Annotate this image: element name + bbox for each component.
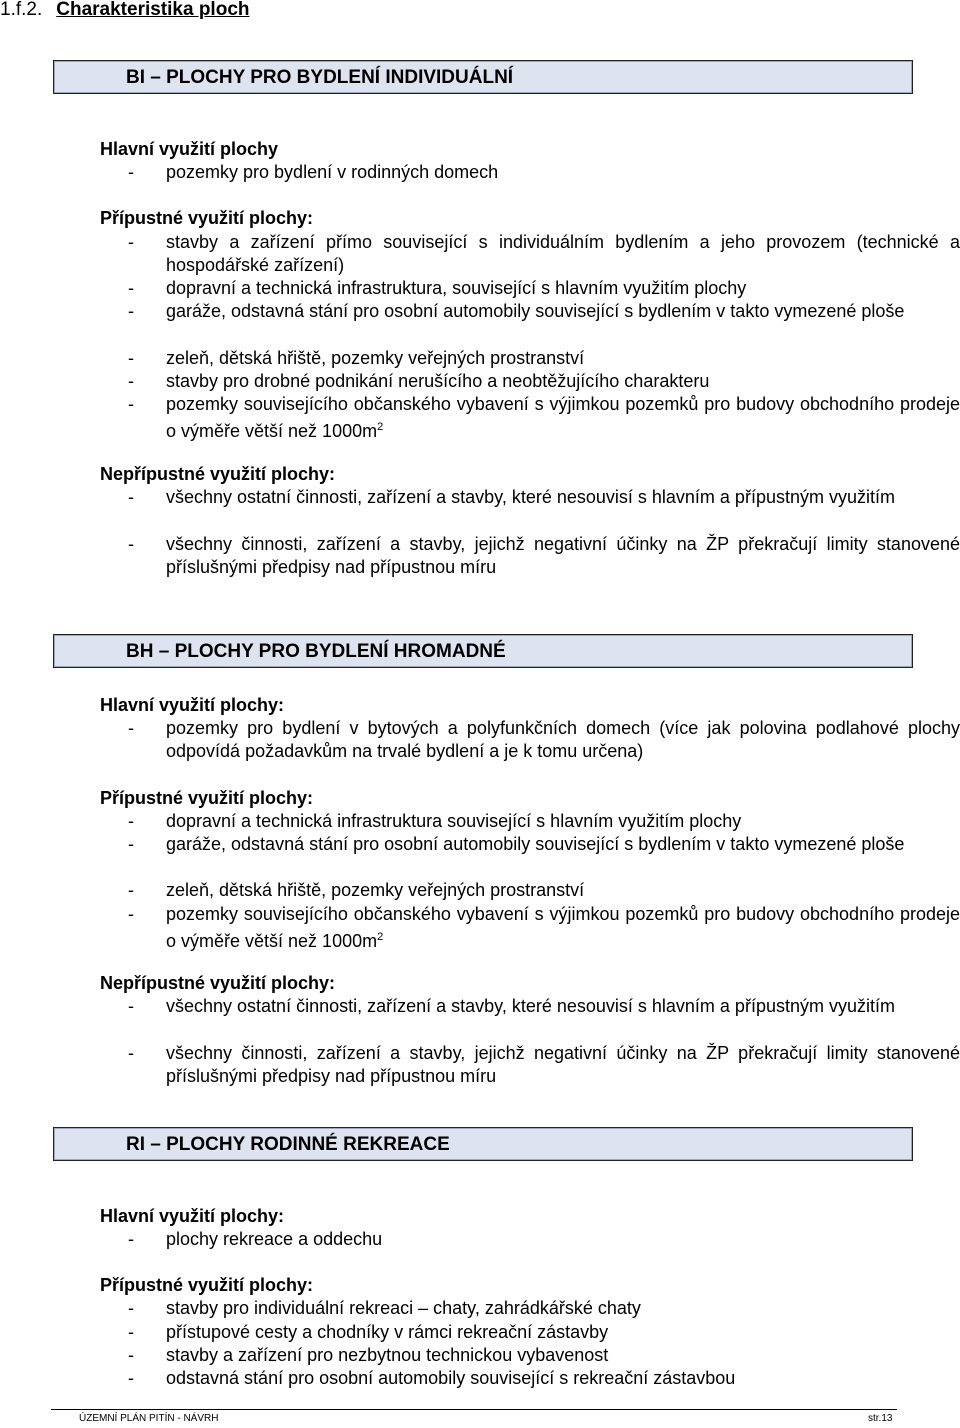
- list-item: - plochy rekreace a oddechu: [128, 1229, 383, 1249]
- list-item: - všechny činnosti, zařízení a stavby, jejichž negativní účinky na ŽP překračují limity stanovené příslušnými předpisy nad přípustnou míru: [128, 534, 960, 578]
- list-item: - pozemky pro bydlení v rodinných domech: [128, 161, 960, 184]
- list-item: - garáže, odstavná stání pro osobní automobily související s bydlením v takto vymezené ploše: [128, 301, 905, 321]
- list-item: - přístupové cesty a chodníky v rámci rekreační zástavby: [128, 1322, 609, 1342]
- list-item: - pozemky souvisejícího občanského vybavení s výjimkou pozemků pro budovy obchodního prodeje o výměře větší než $1000m^2$: [128, 904, 960, 952]
- section-title: RI – PLOCHY RODINNÉ REKREACE: [126, 1134, 450, 1155]
- list-item: - stavby pro individuální rekreaci – chaty, zahrádkářské chaty: [128, 1298, 641, 1318]
- list-item: - garáže, odstavná stání pro osobní automobily související s bydlením v takto vymezené ploše: [128, 834, 905, 854]
- list-item: - stavby a zařízení přímo související s individuálním bydlením a jeho provozem (technické a hospodářské zařízení): [128, 232, 960, 276]
- list-item: - zeleň, dětská hřiště, pozemky veřejných prostranství: [128, 348, 585, 368]
- section-title: BI – PLOCHY PRO BYDLENÍ INDIVIDUÁLNÍ: [126, 67, 514, 88]
- forbidden-use-label: Nepřípustné využití plochy:: [100, 464, 336, 484]
- section-header-bh: [53, 634, 913, 668]
- main-use-label: Hlavní využití plochy:: [100, 1206, 285, 1226]
- section-header-ri: [53, 1127, 913, 1161]
- document-heading: [0, 0, 250, 22]
- heading-number: 1.f.2.: [0, 0, 43, 20]
- footer-document-name: ÚZEMNÍ PLÁN PITÍN - NÁVRH: [79, 1413, 219, 1424]
- list-item: - stavby a zařízení pro nezbytnou technickou vybavenost: [128, 1345, 609, 1365]
- list-item: - všechny činnosti, zařízení a stavby, jejichž negativní účinky na ŽP překračují limity stanovené příslušnými předpisy nad přípustnou míru: [128, 1043, 960, 1087]
- allowed-use-label: Přípustné využití plochy:: [100, 1275, 314, 1295]
- section-title: BH – PLOCHY PRO BYDLENÍ HROMADNÉ: [126, 641, 506, 662]
- allowed-use-label: Přípustné využití plochy:: [100, 788, 314, 808]
- list-item: - dopravní a technická infrastruktura, související s hlavním využitím plochy: [128, 278, 747, 298]
- list-item: - zeleň, dětská hřiště, pozemky veřejných prostranství: [128, 880, 585, 900]
- list-dash: -: [128, 162, 134, 182]
- list-item: - pozemky souvisejícího občanského vybavení s výjimkou pozemků pro budovy obchodního prodeje o výměře větší než $1000m^2$: [128, 394, 960, 442]
- superscript: 2: [377, 931, 384, 944]
- list-item: - odstavná stání pro osobní automobily související s rekreační zástavbou: [128, 1368, 736, 1388]
- heading-title: Charakteristika ploch: [56, 0, 250, 20]
- superscript: 2: [377, 421, 384, 434]
- list-item: - všechny ostatní činnosti, zařízení a stavby, které nesouvisí s hlavním a přípustným využitím: [128, 487, 895, 507]
- allowed-use-label: Přípustné využití plochy:: [100, 208, 314, 228]
- list-item: - dopravní a technická infrastruktura související s hlavním využitím plochy: [128, 811, 742, 831]
- section-header-bi: [53, 60, 913, 94]
- list-item: - všechny ostatní činnosti, zařízení a stavby, které nesouvisí s hlavním a přípustným využitím: [128, 996, 895, 1016]
- list-item: - pozemky pro bydlení v bytových a polyfunkčních domech (více jak polovina podlahové plochy odpovídá požadavkům na trvalé bydlení a je k tomu určena): [128, 718, 960, 762]
- list-item: - stavby pro drobné podnikání nerušícího a neobtěžujícího charakteru: [128, 371, 710, 391]
- main-use-label: Hlavní využití plochy:: [100, 695, 285, 715]
- footer-divider: [51, 1409, 897, 1410]
- main-use-label: Hlavní využití plochy: [100, 139, 279, 159]
- forbidden-use-label: Nepřípustné využití plochy:: [100, 973, 336, 993]
- footer-page-number: str.13: [868, 1413, 893, 1424]
